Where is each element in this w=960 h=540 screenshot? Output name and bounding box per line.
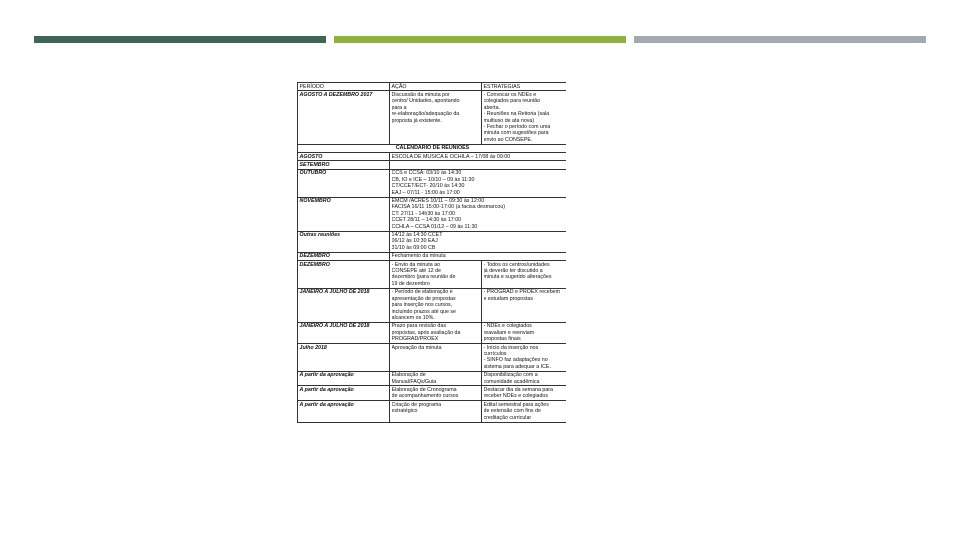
table-row [298, 91, 567, 144]
table-row [298, 371, 567, 386]
cell-line: creditação curricular [483, 414, 532, 421]
cell-line: Disponibilização com a [483, 372, 538, 379]
schedule-table [297, 82, 566, 423]
cell-line: propostas, após avaliação da [391, 329, 461, 336]
cell-line: para inserção nos cursos, [391, 302, 453, 309]
cell-line: re-elaboração/adequação da [391, 111, 460, 118]
cell-line: EMCM /ACRES 10/11 – 09:30 às 12:00 [391, 198, 485, 204]
cell-line: sistema para adequar a ICE. [483, 363, 551, 370]
cell-line: Destacar dia da semana para [483, 386, 553, 393]
period-cell: A partir da aprovação [298, 371, 390, 386]
section-title: CALENDÁRIO DE REUNIÕES [298, 144, 567, 152]
cell-line: Aprovação da minuta [391, 344, 442, 351]
period-cell: A partir da aprovação [298, 386, 390, 401]
cell-line: Elaboração de [391, 372, 426, 379]
cell-line: currículos [483, 350, 507, 357]
column-header: ESTRATÉGIAS [482, 83, 567, 91]
cell-line: de acompanhamento cursos [391, 393, 459, 400]
cell-line: - Período de elaboração e [391, 289, 453, 296]
header-bar-gray [634, 36, 926, 43]
cell-line: colegiados para reunião [483, 98, 541, 105]
period-cell: SETEMBRO [298, 161, 390, 169]
cell-line: - NDEs e colegiados [483, 323, 532, 330]
cell-line: EAJ – 07/11 - 15:00 às 17:00 [391, 189, 460, 196]
table-row [298, 169, 567, 197]
cell-line: CT/CCET/ECT- 20/10 às 14:30 [391, 183, 465, 190]
cell-line: envio ao CONSEPE. [483, 136, 533, 143]
cell-line: já deverão ter discutido a [483, 268, 543, 275]
strategy-cell [482, 344, 567, 372]
table-row [298, 344, 567, 372]
cell-line: receber NDEs e colegiados [483, 393, 548, 400]
column-header: AÇÃO [390, 83, 482, 91]
table-row [298, 144, 567, 152]
table-row [298, 288, 567, 322]
table-row [298, 386, 567, 401]
schedule-document [297, 82, 566, 498]
cell-line: comunidade acadêmica [483, 378, 540, 385]
meeting-cell [390, 169, 567, 197]
meeting-cell [390, 197, 567, 231]
cell-line: CONSEPE até 12 de [391, 268, 441, 275]
cell-line: PROGRAD/PROEX [391, 336, 439, 343]
meeting-cell [390, 161, 567, 169]
cell-line: alcancem os 10%. [391, 314, 435, 321]
period-cell: Outras reuniões [298, 231, 390, 252]
cell-line: e estudam propostas [483, 295, 533, 302]
table-row [298, 322, 567, 343]
period-cell: NOVEMBRO [298, 197, 390, 231]
cell-line: aberta. [483, 104, 500, 111]
period-cell: Julho 2018 [298, 344, 390, 372]
table-row [298, 261, 567, 289]
strategy-cell [482, 91, 567, 144]
cell-line: Fechamento da minuta [391, 253, 446, 260]
action-cell [390, 288, 482, 322]
strategy-cell [482, 288, 567, 322]
action-cell [390, 91, 482, 144]
cell-line: proposta já existente. [391, 117, 442, 124]
meeting-cell [390, 252, 567, 260]
cell-line: - SINFO faz adaptações no [483, 357, 548, 364]
meeting-cell [390, 231, 567, 252]
table-header-row [298, 83, 567, 91]
cell-line: Discussão da minuta por [391, 91, 450, 98]
cell-line: - Reuniões na Reitoria (sala [483, 111, 550, 118]
cell-line: incluindo prazos até que se [391, 308, 456, 315]
action-cell [390, 322, 482, 343]
table-row [298, 231, 567, 252]
action-cell [390, 261, 482, 289]
cell-line: de extensão com fins de [483, 408, 541, 415]
action-cell [390, 344, 482, 372]
period-cell: A partir da aprovação [298, 401, 390, 422]
period-cell: JANEIRO A JULHO DE 2018 [298, 322, 390, 343]
period-cell: OUTUBRO [298, 169, 390, 197]
strategy-cell [482, 386, 567, 401]
table-row [298, 252, 567, 260]
cell-line: - Fechar o período com uma [483, 123, 551, 130]
strategy-cell [482, 401, 567, 422]
table-row [298, 197, 567, 231]
period-cell: DEZEMBRO [298, 261, 390, 289]
cell-line: CT: 27/11 - 14h30 às 17:00 [391, 210, 456, 217]
cell-line: multiuso de ata nova) [483, 117, 535, 124]
cell-line: Prazo para revisão das [391, 323, 446, 330]
header-bar-lime-green [334, 36, 626, 43]
cell-line: propostas finais [483, 336, 521, 343]
cell-line: reavaliam e reenviam [483, 329, 535, 336]
cell-line: - PROGRAD e PROEX recebem [483, 289, 561, 296]
cell-line: centro/ Unidades, apontando [391, 98, 460, 105]
cell-line: 19 de dezembro [391, 280, 430, 287]
cell-line: CB, IO e ICE – 10/10 – 09 às 11:30 [391, 176, 475, 183]
cell-line: apresentação de propostas [391, 295, 456, 302]
cell-line: - Início da inserção nos [483, 344, 539, 351]
column-header: PERÍODO [298, 83, 390, 91]
strategy-cell [482, 322, 567, 343]
cell-line: para a [391, 104, 407, 111]
cell-line: FACISA 16/11 15:00-17:00 (a facisa desmarcou) [391, 204, 506, 211]
table-row [298, 161, 567, 169]
cell-line: estratégico [391, 408, 418, 415]
cell-line: 14/12 às 14:30 CCET [391, 232, 443, 239]
cell-line: minuta com sugestões para [483, 130, 549, 137]
cell-line: Criação de programa [391, 401, 442, 408]
cell-line: CCET 28/11 – 14:30 às 17:00 [391, 217, 462, 224]
cell-line: Manual/FAQs/Guia [391, 378, 437, 385]
period-cell: JANEIRO A JULHO DE 2018 [298, 288, 390, 322]
strategy-cell [482, 371, 567, 386]
cell-line: CCHLA – CCSA 01/12 – 09 às 11:30 [391, 223, 478, 230]
cell-line: Edital semestral para ações [483, 401, 549, 408]
cell-line: ESCOLA DE MÚSICA E OCHILA – 17/08 às 09:00 [391, 153, 511, 160]
cell-line: - Envio da minuta ao [391, 261, 441, 268]
period-cell: AGOSTO A DEZEMBRO 2017 [298, 91, 390, 144]
cell-line: CCS e CCSA: 03/10 às 14:30 [391, 170, 462, 177]
table-row [298, 401, 567, 422]
cell-line: - Todos os centros/unidades [483, 261, 550, 268]
cell-line: - Convocar os NDEs e [483, 91, 537, 98]
action-cell [390, 386, 482, 401]
cell-line: 31/10 às 09:00 CB [391, 244, 436, 251]
period-cell: DEZEMBRO [298, 252, 390, 260]
cell-line: 06/12 às 10:30 EAJ [391, 238, 438, 245]
cell-line: minuta e sugerido alterações [483, 274, 552, 281]
header-bar-dark-green [34, 36, 326, 43]
cell-line: dezembro (para reunião de [391, 274, 456, 281]
table-row [298, 153, 567, 161]
strategy-cell [482, 261, 567, 289]
meeting-cell [390, 153, 567, 161]
period-cell: AGOSTO [298, 153, 390, 161]
cell-line: Elaboração de Cronograma [391, 386, 457, 393]
action-cell [390, 371, 482, 386]
action-cell [390, 401, 482, 422]
